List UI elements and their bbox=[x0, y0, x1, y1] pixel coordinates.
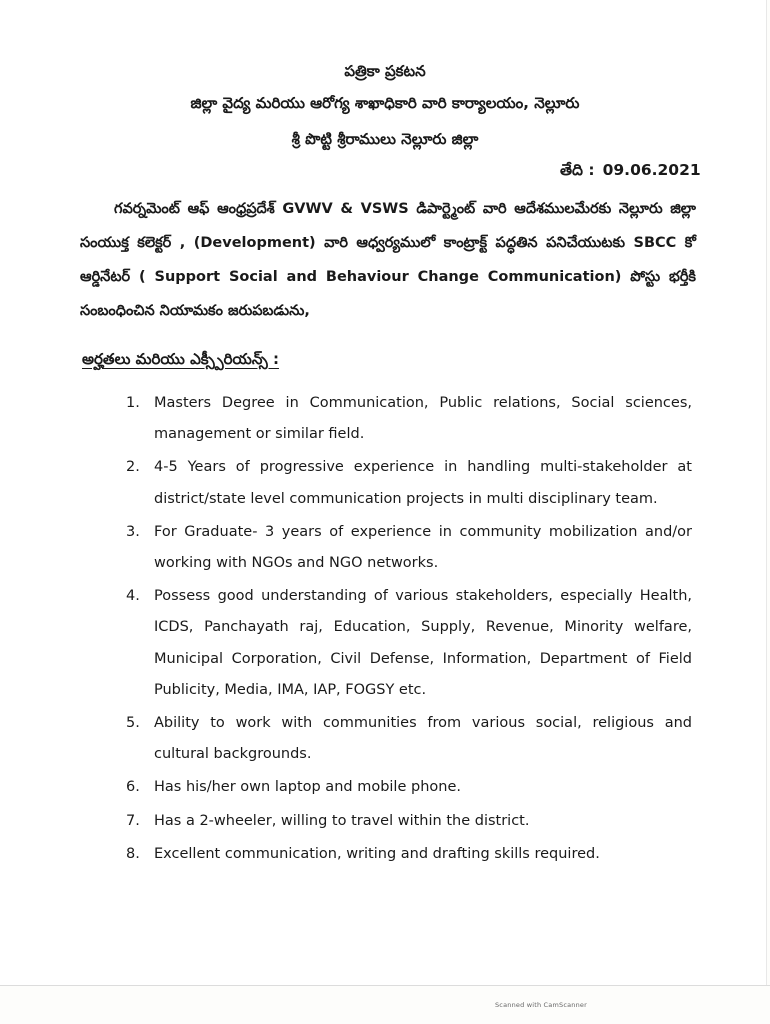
item-number: 5. bbox=[126, 715, 140, 732]
item-text: 4-5 Years of progressive experience in handling multi-stakeholder at district/state level communication projects in multi disciplinary team. bbox=[154, 459, 692, 507]
item-text: Masters Degree in Communication, Public relations, Social sciences, management or similar field. bbox=[154, 395, 692, 443]
item-number: 3. bbox=[126, 523, 140, 540]
list-item bbox=[126, 388, 692, 450]
scanner-watermark: Scanned with CamScanner bbox=[494, 1001, 588, 1009]
list-item bbox=[126, 806, 692, 837]
item-text: Possess good understanding of various stakeholders, especially Health, ICDS, Panchayath raj, Education, Supply, Revenue, Minority welfare, Municipal Corporation, Civil Defense, Information, Department of Field Publicity, Media, IMA, IAP, FOGSY etc. bbox=[154, 588, 692, 698]
press-release-title: పత్రికా ప్రకటన bbox=[344, 62, 426, 80]
item-text: Has his/her own laptop and mobile phone. bbox=[154, 779, 461, 796]
qualifications-title: అర్హతలు మరియు ఎక్స్పీరియన్స్ : bbox=[82, 350, 279, 368]
list-item bbox=[126, 839, 692, 870]
list-item bbox=[126, 772, 692, 803]
item-text: For Graduate- 3 years of experience in community mobilization and/or working with NGOs and NGO networks. bbox=[154, 523, 692, 572]
list-item bbox=[126, 517, 692, 579]
item-text: Ability to work with communities from various social, religious and cultural backgrounds. bbox=[154, 715, 692, 763]
list-item bbox=[126, 708, 692, 770]
item-number: 1. bbox=[126, 395, 140, 411]
item-number: 8. bbox=[126, 845, 140, 862]
item-text: Excellent communication, writing and drafting skills required. bbox=[154, 845, 600, 862]
date-value: 09.06.2021 bbox=[602, 161, 701, 179]
item-number: 2. bbox=[126, 459, 140, 476]
item-text: Has a 2-wheeler, willing to travel within the district. bbox=[154, 812, 530, 829]
list-item bbox=[126, 581, 692, 706]
office-name: జిల్లా వైద్య మరియు ఆరోగ్య శాఖాధికారి వారి కార్యాలయం, నెల్లూరు bbox=[190, 94, 580, 112]
item-number: 4. bbox=[126, 588, 140, 605]
intro-paragraph: గవర్నమెంట్ ఆఫ్ ఆంధ్రప్రదేశ్ GVWV & VSWS డిపార్ట్మెంట్ వారి ఆదేశములమేరకు నెల్లూరు జిల్లా సంయుక్త కలెక్టర్ , (Development) వారి ఆధ్వర్యములో కాంట్రాక్ట్ పద్ధతిన పనిచేయుటకు SBCC కో ఆర్డినేటర్ ( Support Social and Behaviour Change Communication) పోస్టు భర్తీకి సంబంధించిన నియామకం జరుపబడును, bbox=[80, 201, 696, 319]
date-line bbox=[560, 161, 701, 183]
item-number: 6. bbox=[126, 779, 140, 796]
page-edge bbox=[0, 985, 770, 986]
item-number: 7. bbox=[126, 812, 140, 829]
list-item bbox=[126, 452, 692, 514]
district-name: శ్రీ పొట్టి శ్రీరాములు నెల్లూరు జిల్లా bbox=[291, 130, 479, 148]
qualifications-list bbox=[126, 388, 692, 872]
date-label: తేది : bbox=[560, 161, 595, 179]
